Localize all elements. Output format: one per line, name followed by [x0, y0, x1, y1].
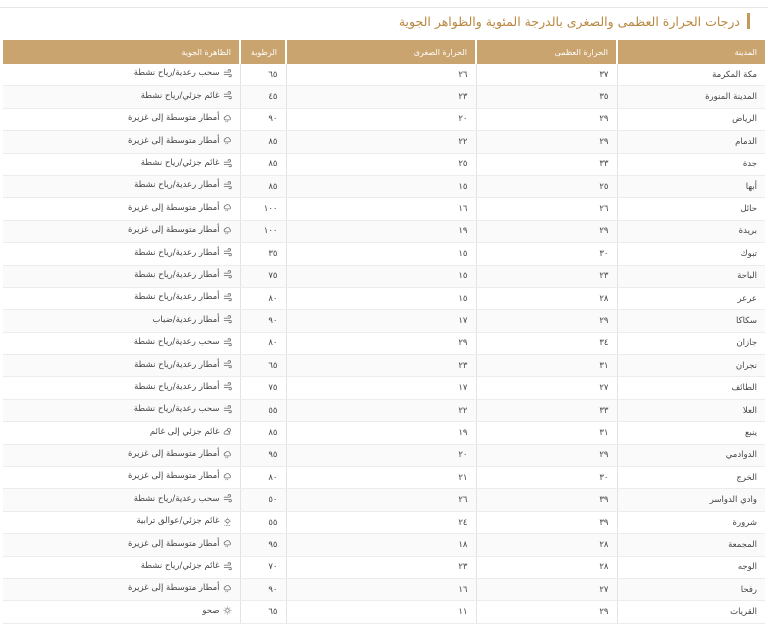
- phenomenon-content: [134, 360, 231, 370]
- cell-max-temp: ٢٨: [476, 556, 617, 578]
- cell-min-temp: ٢٢: [286, 399, 476, 421]
- cell-max-temp: ٣٤: [476, 332, 617, 354]
- cell-phenomenon: [3, 578, 240, 600]
- cell-phenomenon: [3, 287, 240, 309]
- phenomenon-content: [128, 583, 232, 593]
- phenomenon-content: [134, 248, 231, 258]
- cell-max-temp: ٣١: [476, 355, 617, 377]
- phenomenon-content: [136, 516, 231, 526]
- cell-min-temp: ١٧: [286, 377, 476, 399]
- phenomenon-content: [134, 180, 231, 190]
- table-row: [3, 265, 765, 287]
- cell-phenomenon: [3, 220, 240, 242]
- page-title-container: [399, 12, 750, 30]
- cell-phenomenon: [3, 153, 240, 175]
- table-row: [3, 377, 765, 399]
- phenomenon-content: [141, 158, 232, 168]
- cell-humidity: ٨٥: [240, 153, 286, 175]
- cell-city: الخرج: [617, 467, 765, 489]
- cell-phenomenon: [3, 377, 240, 399]
- table-row: [3, 332, 765, 354]
- cell-min-temp: ٢٢: [286, 131, 476, 153]
- cell-max-temp: ٣٣: [476, 153, 617, 175]
- phenomenon-text: غائم جزئي إلى غائم: [149, 426, 220, 437]
- table-row: [3, 64, 765, 86]
- wind-icon: [223, 562, 232, 571]
- cell-max-temp: ٢٨: [476, 534, 617, 556]
- cell-humidity: ١٠٠: [240, 198, 286, 220]
- wind-icon: [223, 338, 232, 347]
- table-row: [3, 287, 765, 309]
- cell-max-temp: ٢٩: [476, 444, 617, 466]
- phenomenon-content: [128, 225, 232, 235]
- cell-city: الدوادمي: [617, 444, 765, 466]
- phenomenon-content: [128, 203, 232, 213]
- cell-phenomenon: [3, 355, 240, 377]
- cell-city: نجران: [617, 355, 765, 377]
- title-accent-bar: [747, 13, 750, 29]
- phenomenon-text: أمطار رعدية/رياح نشطة: [134, 359, 220, 370]
- phenomenon-content: [128, 449, 232, 459]
- phenomenon-text: أمطار رعدية/رياح نشطة: [134, 180, 220, 191]
- wind-icon: [223, 69, 232, 78]
- table-row: [3, 422, 765, 444]
- cell-max-temp: ٣٠: [476, 467, 617, 489]
- cell-min-temp: ١٥: [286, 265, 476, 287]
- table-row: [3, 355, 765, 377]
- table-row: [3, 86, 765, 108]
- phenomenon-text: غائم جزئي/رياح نشطة: [140, 561, 220, 572]
- cell-humidity: ٩٥: [240, 534, 286, 556]
- cell-humidity: ٧٥: [240, 377, 286, 399]
- cell-city: سكاكا: [617, 310, 765, 332]
- cell-phenomenon: [3, 265, 240, 287]
- cell-phenomenon: [3, 444, 240, 466]
- cell-phenomenon: [3, 422, 240, 444]
- cell-max-temp: ٣٩: [476, 489, 617, 511]
- cell-humidity: ٨٠: [240, 287, 286, 309]
- phenomenon-text: أمطار رعدية/رياح نشطة: [134, 269, 220, 280]
- phenomenon-content: [134, 337, 232, 347]
- phenomenon-content: [128, 113, 232, 123]
- table-row: [3, 534, 765, 556]
- cell-phenomenon: [3, 467, 240, 489]
- cell-city: تبوك: [617, 243, 765, 265]
- table-row: [3, 556, 765, 578]
- table-row: [3, 243, 765, 265]
- weather-table: [3, 40, 765, 624]
- phenomenon-content: [141, 91, 232, 101]
- cell-humidity: ٨٠: [240, 332, 286, 354]
- wind-icon: [223, 270, 232, 279]
- table-row: [3, 108, 765, 130]
- sun-icon: [223, 606, 232, 615]
- cell-phenomenon: [3, 310, 240, 332]
- cell-min-temp: ٢٣: [286, 556, 476, 578]
- cell-max-temp: ٣٥: [476, 86, 617, 108]
- phenomenon-text: سحب رعدية/رياح نشطة: [133, 493, 220, 504]
- wind-icon: [223, 494, 232, 503]
- phenomenon-content: [150, 427, 232, 437]
- cell-min-temp: ٢٠: [286, 444, 476, 466]
- cell-max-temp: ٢٩: [476, 131, 617, 153]
- wind-icon: [223, 181, 232, 190]
- cell-max-temp: ٣٣: [476, 399, 617, 421]
- cell-humidity: ١٠٠: [240, 220, 286, 242]
- cell-humidity: ٧٥: [240, 265, 286, 287]
- cell-city: عرعر: [617, 287, 765, 309]
- cell-city: وادي الدواسر: [617, 489, 765, 511]
- phenomenon-text: سحب رعدية/رياح نشطة: [133, 337, 220, 348]
- cell-city: العلا: [617, 399, 765, 421]
- table-row: [3, 175, 765, 197]
- phenomenon-content: [134, 270, 231, 280]
- cell-min-temp: ١٩: [286, 220, 476, 242]
- phenomenon-text: أمطار متوسطة إلى غزيرة: [127, 135, 220, 146]
- cell-max-temp: ٢٥: [476, 175, 617, 197]
- cell-phenomenon: [3, 601, 240, 623]
- cell-max-temp: ٣١: [476, 422, 617, 444]
- cell-phenomenon: [3, 243, 240, 265]
- table-header-row: [3, 40, 765, 64]
- rain-cloud-icon: [223, 584, 232, 593]
- phenomenon-text: غائم جزئي/عوالق ترابية: [136, 516, 220, 527]
- table-row: [3, 578, 765, 600]
- cell-min-temp: ٢٩: [286, 332, 476, 354]
- cell-min-temp: ٢٥: [286, 153, 476, 175]
- wind-icon: [223, 360, 232, 369]
- phenomenon-content: [128, 539, 232, 549]
- cell-phenomenon: [3, 489, 240, 511]
- cell-min-temp: ١١: [286, 601, 476, 623]
- cell-city: رفحا: [617, 578, 765, 600]
- cell-phenomenon: [3, 534, 240, 556]
- cell-city: أبها: [617, 175, 765, 197]
- phenomenon-content: [152, 315, 231, 325]
- header-max-temp: الحرارة العظمى: [476, 40, 617, 64]
- cell-min-temp: ٢١: [286, 467, 476, 489]
- cell-max-temp: ٣٩: [476, 511, 617, 533]
- cell-phenomenon: [3, 511, 240, 533]
- rain-cloud-icon: [223, 472, 232, 481]
- cell-phenomenon: [3, 175, 240, 197]
- phenomenon-content: [134, 494, 232, 504]
- phenomenon-text: غائم جزئي/رياح نشطة: [140, 90, 220, 101]
- cell-humidity: ٥٠: [240, 489, 286, 511]
- table-row: [3, 153, 765, 175]
- phenomenon-content: [134, 292, 231, 302]
- cell-humidity: ٦٥: [240, 355, 286, 377]
- cell-city: ينبع: [617, 422, 765, 444]
- cell-min-temp: ١٩: [286, 422, 476, 444]
- cell-min-temp: ١٦: [286, 578, 476, 600]
- phenomenon-text: أمطار رعدية/رياح نشطة: [134, 292, 220, 303]
- rain-cloud-icon: [223, 114, 232, 123]
- partly-cloudy-icon: [223, 427, 232, 436]
- cell-min-temp: ١٨: [286, 534, 476, 556]
- cell-city: الوجه: [617, 556, 765, 578]
- cell-humidity: ٨٥: [240, 175, 286, 197]
- cell-humidity: ٩٥: [240, 444, 286, 466]
- cell-phenomenon: [3, 332, 240, 354]
- cell-phenomenon: [3, 131, 240, 153]
- table-row: [3, 489, 765, 511]
- sun-dust-icon: [223, 517, 232, 526]
- rain-cloud-icon: [223, 203, 232, 212]
- table-row: [3, 198, 765, 220]
- header-humidity: الرطوبة: [240, 40, 286, 64]
- cell-city: بريدة: [617, 220, 765, 242]
- phenomenon-text: أمطار متوسطة إلى غزيرة: [127, 225, 220, 236]
- phenomenon-text: أمطار متوسطة إلى غزيرة: [127, 113, 220, 124]
- cell-city: حائل: [617, 198, 765, 220]
- wind-icon: [223, 315, 232, 324]
- phenomenon-content: [134, 68, 232, 78]
- cell-city: جازان: [617, 332, 765, 354]
- phenomenon-text: أمطار رعدية/ضباب: [152, 314, 220, 325]
- phenomenon-content: [141, 561, 232, 571]
- cell-humidity: ٣٥: [240, 243, 286, 265]
- table-row: [3, 220, 765, 242]
- table-row: [3, 399, 765, 421]
- cell-max-temp: ٢٣: [476, 265, 617, 287]
- cell-phenomenon: [3, 556, 240, 578]
- phenomenon-text: أمطار رعدية/رياح نشطة: [134, 381, 220, 392]
- rain-cloud-icon: [223, 539, 232, 548]
- cell-max-temp: ٢٩: [476, 601, 617, 623]
- cell-min-temp: ١٥: [286, 243, 476, 265]
- cell-min-temp: ٢٣: [286, 355, 476, 377]
- rain-cloud-icon: [223, 136, 232, 145]
- phenomenon-content: [128, 471, 232, 481]
- cell-min-temp: ١٦: [286, 198, 476, 220]
- cell-city: المجمعة: [617, 534, 765, 556]
- cell-humidity: ٥٥: [240, 511, 286, 533]
- cell-humidity: ٨٠: [240, 467, 286, 489]
- cell-max-temp: ٢٩: [476, 310, 617, 332]
- phenomenon-text: أمطار متوسطة إلى غزيرة: [127, 538, 220, 549]
- cell-humidity: ٤٥: [240, 86, 286, 108]
- cell-min-temp: ٢٦: [286, 64, 476, 86]
- cell-min-temp: ٢٠: [286, 108, 476, 130]
- phenomenon-text: أمطار متوسطة إلى غزيرة: [127, 449, 220, 460]
- cell-max-temp: ٢٨: [476, 287, 617, 309]
- phenomenon-content: [134, 382, 231, 392]
- cell-min-temp: ١٥: [286, 175, 476, 197]
- cell-max-temp: ٢٧: [476, 377, 617, 399]
- cell-humidity: ٥٥: [240, 399, 286, 421]
- phenomenon-text: أمطار متوسطة إلى غزيرة: [127, 202, 220, 213]
- cell-city: الدمام: [617, 131, 765, 153]
- phenomenon-text: سحب رعدية/رياح نشطة: [133, 68, 220, 79]
- phenomenon-text: غائم جزئي/رياح نشطة: [140, 158, 220, 168]
- phenomenon-text: أمطار رعدية/رياح نشطة: [134, 247, 220, 258]
- rain-cloud-icon: [223, 450, 232, 459]
- phenomenon-content: [134, 404, 232, 414]
- cell-humidity: ٨٥: [240, 131, 286, 153]
- wind-icon: [223, 293, 232, 302]
- cell-phenomenon: [3, 399, 240, 421]
- cell-city: القريات: [617, 601, 765, 623]
- cell-min-temp: ٢٤: [286, 511, 476, 533]
- cell-city: المدينة المنورة: [617, 86, 765, 108]
- phenomenon-text: أمطار متوسطة إلى غزيرة: [127, 583, 220, 594]
- cell-humidity: ٨٥: [240, 422, 286, 444]
- cell-city: جدة: [617, 153, 765, 175]
- cell-max-temp: ٢٦: [476, 198, 617, 220]
- cell-humidity: ٩٠: [240, 108, 286, 130]
- cell-max-temp: ٢٩: [476, 220, 617, 242]
- table-row: [3, 310, 765, 332]
- table-row: [3, 444, 765, 466]
- phenomenon-text: أمطار متوسطة إلى غزيرة: [127, 471, 220, 482]
- phenomenon-text: صحو: [202, 605, 220, 616]
- wind-icon: [223, 159, 232, 168]
- table-row: [3, 601, 765, 623]
- page-title: درجات الحرارة العظمى والصغرى بالدرجة المئوية والظواهر الجوية: [398, 13, 740, 29]
- cell-phenomenon: [3, 198, 240, 220]
- cell-max-temp: ٣٧: [476, 64, 617, 86]
- cell-city: الرياض: [617, 108, 765, 130]
- cell-phenomenon: [3, 86, 240, 108]
- cell-max-temp: ٢٩: [476, 108, 617, 130]
- table-row: [3, 131, 765, 153]
- cell-humidity: ٦٥: [240, 601, 286, 623]
- rain-cloud-icon: [223, 226, 232, 235]
- cell-humidity: ٧٠: [240, 556, 286, 578]
- cell-city: مكة المكرمة: [617, 64, 765, 86]
- cell-max-temp: ٢٧: [476, 578, 617, 600]
- cell-humidity: ٦٥: [240, 64, 286, 86]
- cell-phenomenon: [3, 64, 240, 86]
- phenomenon-content: [202, 606, 231, 616]
- wind-icon: [223, 405, 232, 414]
- wind-icon: [223, 248, 232, 257]
- cell-min-temp: ١٧: [286, 310, 476, 332]
- cell-city: الباحة: [617, 265, 765, 287]
- cell-min-temp: ٢٣: [286, 86, 476, 108]
- wind-icon: [223, 382, 232, 391]
- phenomenon-content: [128, 136, 232, 146]
- cell-humidity: ٩٠: [240, 578, 286, 600]
- cell-min-temp: ٢٦: [286, 489, 476, 511]
- wind-icon: [223, 91, 232, 100]
- table-row: [3, 511, 765, 533]
- header-city: المدينة: [617, 40, 765, 64]
- cell-phenomenon: [3, 108, 240, 130]
- table-row: [3, 467, 765, 489]
- cell-humidity: ٩٠: [240, 310, 286, 332]
- cell-max-temp: ٣٠: [476, 243, 617, 265]
- cell-city: شرورة: [617, 511, 765, 533]
- header-phenomenon: الظاهرة الجوية: [3, 40, 240, 64]
- top-divider: [0, 0, 768, 8]
- cell-city: الطائف: [617, 377, 765, 399]
- header-min-temp: الحرارة الصغرى: [286, 40, 476, 64]
- cell-min-temp: ١٥: [286, 287, 476, 309]
- phenomenon-text: سحب رعدية/رياح نشطة: [133, 404, 220, 415]
